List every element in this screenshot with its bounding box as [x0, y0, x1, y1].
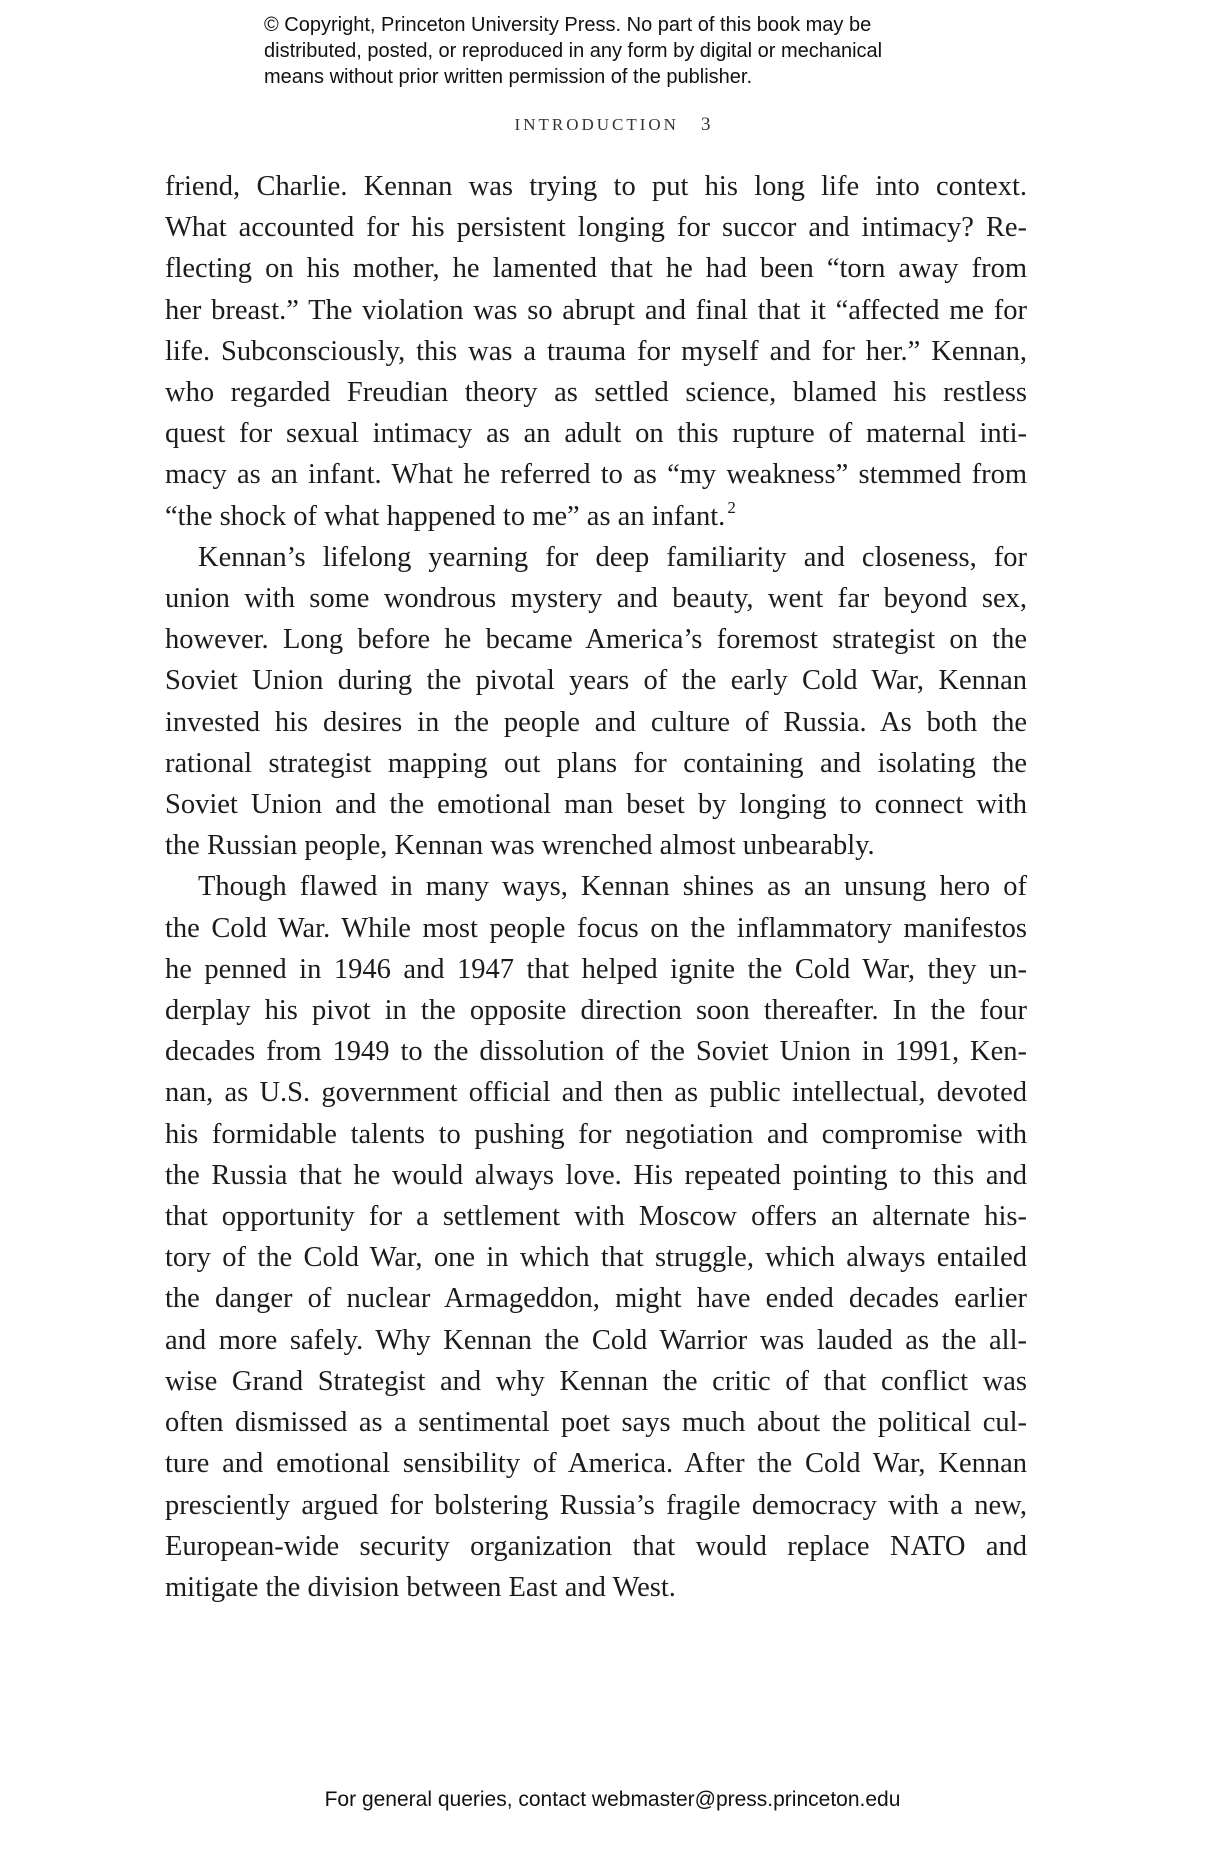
- text-line: life. Subconsciously, this was a trauma for myself and for her.” Kennan,: [165, 335, 1027, 367]
- copyright-line: distributed, posted, or reproduced in any form by digital or mechanical: [264, 40, 883, 62]
- text-line: he penned in 1946 and 1947 that helped ignite the Cold War, they un-: [165, 953, 1027, 985]
- text-line: his formidable talents to pushing for negotiation and compromise with: [165, 1118, 1027, 1150]
- text-line: decades from 1949 to the dissolution of the Soviet Union in 1991, Ken-: [165, 1036, 1027, 1068]
- copyright-notice: [264, 12, 984, 90]
- paragraph: [165, 866, 1027, 1608]
- text-line: the Russia that he would always love. His repeated pointing to this and: [165, 1159, 1027, 1191]
- copyright-line: means without prior written permission of the publisher.: [264, 66, 753, 88]
- text-line: union with some wondrous mystery and beauty, went far beyond sex,: [165, 583, 1027, 615]
- text-line: “the shock of what happened to me” as an infant.: [165, 500, 726, 532]
- text-line: derplay his pivot in the opposite direction soon thereafter. In the four: [165, 995, 1027, 1027]
- text-line: European-wide security organization that would replace NATO and: [165, 1530, 1027, 1562]
- text-line: however. Long before he became America’s foremost strategist on the: [165, 624, 1027, 656]
- text-line: quest for sexual intimacy as an adult on this rupture of maternal inti-: [165, 418, 1027, 450]
- text-line: flecting on his mother, he lamented that he had been “torn away from: [165, 253, 1027, 285]
- body-text: [165, 166, 1027, 1608]
- paragraph: [165, 537, 1027, 867]
- text-line-with-footnote: [165, 496, 1027, 537]
- text-line: often dismissed as a sentimental poet says much about the political cul-: [165, 1407, 1027, 1439]
- text-line: and more safely. Why Kennan the Cold Warrior was lauded as the all-: [165, 1324, 1027, 1356]
- text-line: invested his desires in the people and culture of Russia. As both the: [165, 706, 1027, 738]
- text-line: ture and emotional sensibility of America. After the Cold War, Kennan: [165, 1448, 1027, 1480]
- text-line: presciently argued for bolstering Russia’s fragile democracy with a new,: [165, 1489, 1027, 1521]
- text-line: Kennan’s lifelong yearning for deep familiarity and closeness, for: [198, 541, 1027, 573]
- text-line: her breast.” The violation was so abrupt and final that it “affected me for: [165, 294, 1027, 326]
- text-line: the Cold War. While most people focus on the inflammatory manifestos: [165, 912, 1027, 944]
- text-line: the danger of nuclear Armageddon, might have ended decades earlier: [165, 1283, 1027, 1315]
- text-line: friend, Charlie. Kennan was trying to put his long life into context.: [165, 171, 1027, 202]
- text-line: that opportunity for a settlement with Moscow offers an alternate his-: [165, 1201, 1027, 1233]
- text-line: Though flawed in many ways, Kennan shines as an unsung hero of: [198, 871, 1027, 903]
- text-line: the Russian people, Kennan was wrenched almost unbearably.: [165, 830, 875, 862]
- copyright-line: © Copyright, Princeton University Press. No part of this book may be: [264, 14, 872, 36]
- text-line: tory of the Cold War, one in which that struggle, which always entailed: [165, 1242, 1027, 1274]
- text-line: macy as an infant. What he referred to as “my weakness” stemmed from: [165, 459, 1027, 491]
- text-line: nan, as U.S. government official and then as public intellectual, devoted: [165, 1077, 1027, 1109]
- text-line: mitigate the division between East and West.: [165, 1571, 676, 1603]
- footnote-reference[interactable]: 2: [727, 497, 736, 517]
- text-line: What accounted for his persistent longing for succor and intimacy? Re-: [165, 212, 1027, 244]
- text-line: who regarded Freudian theory as settled science, blamed his restless: [165, 377, 1027, 409]
- running-head-title: INTRODUCTION: [514, 115, 679, 134]
- page-number: 3: [700, 114, 711, 135]
- paragraph: [165, 166, 1027, 537]
- text-line: Soviet Union during the pivotal years of the early Cold War, Kennan: [165, 665, 1027, 697]
- running-head: [0, 114, 1225, 136]
- text-line: Soviet Union and the emotional man beset by longing to connect with: [165, 789, 1027, 821]
- footer-contact: For general queries, contact webmaster@press.princeton.edu: [324, 1788, 901, 1811]
- text-line: wise Grand Strategist and why Kennan the critic of that conflict was: [165, 1365, 1027, 1397]
- text-line: rational strategist mapping out plans for containing and isolating the: [165, 747, 1027, 779]
